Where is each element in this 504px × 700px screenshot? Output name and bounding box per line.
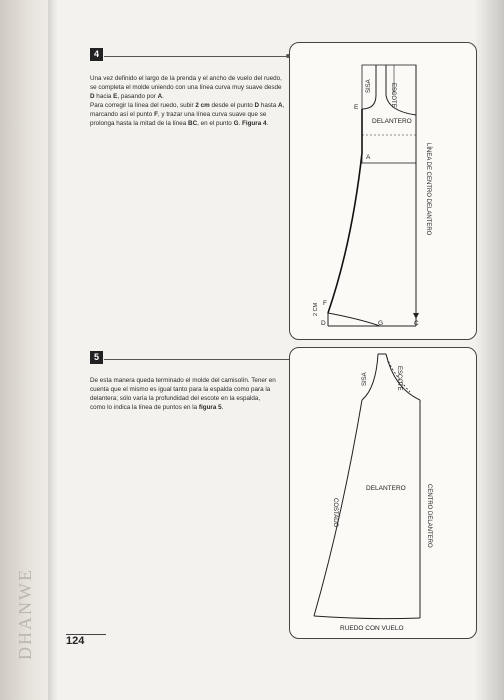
step-4-p2-text: , en el punto — [197, 120, 234, 127]
fig5-label-centro: CENTRO DELANTERO — [426, 484, 432, 548]
fig4-hem-curve — [328, 313, 380, 326]
step-4-text — [90, 74, 286, 128]
step-4-badge: 4 — [90, 48, 103, 61]
gutter-shadow — [48, 0, 58, 700]
fig5-neckline-curve — [386, 354, 420, 400]
fig5-hem-curve — [314, 616, 420, 619]
fig4-label-f: F — [323, 300, 327, 307]
step-5-badge: 5 — [90, 351, 103, 364]
step-4-p1-text: . — [162, 93, 164, 100]
step-4-p2-bold: G — [233, 120, 239, 127]
page-edge-shadow — [474, 0, 504, 700]
page-number: 124 — [66, 635, 85, 647]
fig4-label-e: E — [354, 104, 359, 111]
fig4-label-a: A — [366, 154, 371, 161]
fig5-label-costado: COSTADO — [332, 498, 338, 528]
step-4-p2-bold: A — [278, 102, 283, 109]
figure-4-pattern — [290, 43, 476, 339]
fig4-label-delantero: DELANTERO — [372, 118, 412, 125]
step-4-p2-bold: 2 cm — [195, 102, 210, 109]
fig4-label-d: D — [321, 320, 326, 327]
fig4-label-sisa: SISA — [366, 79, 372, 93]
step-4-p2-text: desde el punto — [209, 102, 255, 109]
fig5-label-sisa: SISA — [362, 372, 368, 386]
fig4-label-g: G — [378, 320, 384, 327]
step-4-p2-bold: BC — [188, 120, 198, 127]
step-4-p1-text: , pasando por — [117, 93, 158, 100]
step-4-p1-bold: D — [90, 93, 95, 100]
fig4-label-2cm: 2 CM — [313, 302, 319, 316]
fig4-label-escote: ESCOTE — [390, 83, 396, 108]
fig4-side-curve — [328, 109, 362, 313]
fig4-arrow-c — [413, 313, 419, 319]
step-5-p1-text: . — [221, 404, 224, 411]
fig5-label-ruedo: RUEDO CON VUELO — [340, 625, 404, 632]
step-5-rule — [104, 359, 294, 360]
step-4-p1-text: hacia — [94, 93, 114, 100]
step-4-p1-bold: A — [157, 93, 163, 100]
fig4-label-centro: LÍNEA DE CENTRO DELANTERO — [425, 143, 431, 236]
step-5-p1-bold: figura 5 — [198, 404, 222, 411]
step-4-p2-text: , y trazar una línea curva suave que se prolonga hasta la mitad de la línea — [90, 111, 267, 127]
step-4-p2-bold: Figura 4 — [241, 120, 267, 127]
step-4-p2-text: hasta — [259, 102, 279, 109]
figure-5-pattern — [290, 348, 476, 638]
fig5-label-delantero: DELANTERO — [366, 485, 406, 492]
figure-5-box — [289, 347, 477, 639]
step-4-p2-bold: F — [154, 111, 158, 118]
margin-text: DHANWE — [15, 568, 35, 660]
step-4-p2-text: Para corregir la línea del ruedo, subir — [90, 102, 196, 109]
step-4-p2-text: , marcando así el punto — [90, 102, 285, 118]
step-4-p1-bold: E — [113, 93, 118, 100]
fig4-label-c: C — [414, 320, 419, 327]
step-4-rule — [104, 56, 288, 57]
step-4-p2-text: . — [238, 120, 242, 127]
step-5-p1-text: De esta manera queda terminado el molde del camisolín. Tener en cuenta que el mismo es igual tanto para la espalda como para la delantera; sólo varía la profundidad del escote en la espalda, como lo indica la línea de puntos en la — [90, 377, 276, 411]
figure-4-box — [289, 42, 477, 340]
step-5-text — [90, 376, 276, 412]
step-4-p2-text: . — [266, 120, 269, 127]
step-4-p2-bold: D — [254, 102, 260, 109]
step-4-p1-text: Una vez definido el largo de la prenda y el ancho de vuelo del ruedo, se completa el molde uniendo con una línea curva muy suave desde — [90, 75, 282, 91]
fig5-label-escote: ESCOTE — [396, 366, 402, 391]
